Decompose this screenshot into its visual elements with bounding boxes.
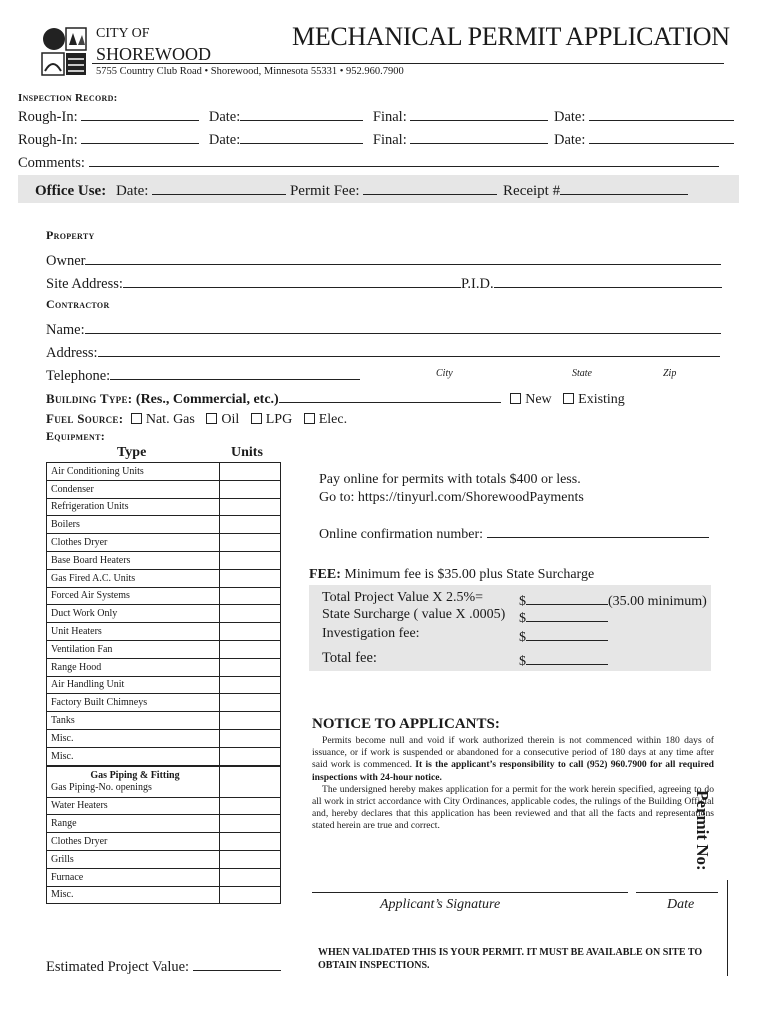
signature-date-label: Date xyxy=(667,897,695,912)
receipt-field[interactable] xyxy=(560,180,688,195)
comments-field[interactable] xyxy=(89,152,719,167)
permit-no-line[interactable] xyxy=(727,880,728,976)
type-column-header: Type xyxy=(117,445,147,460)
units-input[interactable] xyxy=(220,658,281,676)
lpg-label: LPG xyxy=(265,412,293,427)
table-row xyxy=(47,463,281,481)
equipment-type-cell: Gas Fired A.C. Units xyxy=(47,569,220,587)
fuel-option-elec[interactable] xyxy=(304,412,347,427)
investigation-label: Investigation fee: xyxy=(322,626,420,641)
dollar-sign: $ xyxy=(519,611,526,626)
state-label: State xyxy=(572,368,592,379)
fuel-option-oil[interactable] xyxy=(206,412,239,427)
rough-in-label: Rough-In: xyxy=(18,109,78,125)
fee-label: FEE: xyxy=(309,567,341,582)
elec-label: Elec. xyxy=(318,412,348,427)
table-row xyxy=(47,815,281,833)
name-label: Name: xyxy=(46,322,85,338)
natgas-label: Nat. Gas xyxy=(145,412,195,427)
equipment-table xyxy=(46,462,281,904)
equipment-type-cell: Range xyxy=(47,815,220,833)
table-row xyxy=(47,747,281,765)
table-row xyxy=(47,766,281,797)
zip-label: Zip xyxy=(663,368,677,379)
dollar-sign: $ xyxy=(519,594,526,609)
pay-online-text: Pay online for permits with totals $400 or less. xyxy=(319,472,581,487)
gas-piping-heading: Gas Piping & Fitting xyxy=(90,769,180,781)
equipment-type-cell: Factory Built Chimneys xyxy=(47,694,220,712)
units-input[interactable] xyxy=(220,516,281,534)
name-field[interactable] xyxy=(85,319,721,334)
city-address: 5755 Country Club Road • Shorewood, Minnesota 55331 • 952.960.7900 xyxy=(96,66,404,77)
table-row xyxy=(47,498,281,516)
date-label: Date: xyxy=(208,132,241,148)
office-use-row xyxy=(35,180,688,200)
page-title: MECHANICAL PERMIT APPLICATION xyxy=(292,22,730,51)
units-input[interactable] xyxy=(220,640,281,658)
total-value-label: Total Project Value X 2.5%= xyxy=(322,590,484,605)
table-row xyxy=(47,569,281,587)
equipment-type-cell: Duct Work Only xyxy=(47,605,220,623)
estimated-value-row xyxy=(46,956,281,976)
estimated-value-field[interactable] xyxy=(193,956,281,971)
table-row xyxy=(47,694,281,712)
units-input[interactable] xyxy=(220,480,281,498)
investigation-amount xyxy=(519,626,608,646)
date-label: Date: xyxy=(553,132,586,148)
permit-fee-field[interactable] xyxy=(363,180,497,195)
minimum-label: (35.00 minimum) xyxy=(608,594,707,609)
units-input[interactable] xyxy=(220,797,281,815)
rough-in-field[interactable] xyxy=(81,106,199,121)
final-label: Final: xyxy=(372,132,407,148)
dollar-sign: $ xyxy=(519,654,526,669)
applicant-signature-line[interactable] xyxy=(312,892,628,893)
building-type-detail: (Res., Commercial, etc.) xyxy=(135,392,279,407)
final-date-field[interactable] xyxy=(589,106,734,121)
oil-label: Oil xyxy=(221,412,240,427)
table-row xyxy=(47,534,281,552)
equipment-type-cell: Clothes Dryer xyxy=(47,833,220,851)
owner-row xyxy=(46,250,721,270)
rough-in-date-field[interactable] xyxy=(240,129,363,144)
city-of-label: CITY OF xyxy=(96,26,150,41)
units-input[interactable] xyxy=(220,850,281,868)
units-input[interactable] xyxy=(220,747,281,765)
fuel-option-natgas[interactable] xyxy=(131,412,195,427)
total-fee-amount xyxy=(519,650,608,670)
existing-checkbox[interactable] xyxy=(563,393,574,404)
final-field[interactable] xyxy=(410,106,548,121)
signature-date-line[interactable] xyxy=(636,892,718,893)
equipment-type-cell: Misc. xyxy=(47,886,220,904)
notice-paragraph-2: The undersigned hereby makes application for a permit for the work herein specified, agreeing to do all work in strict accordance with City Ordinances, applicable codes, the rulings of the Building Official and, hereby declares that this application has been reviewed and that all the facts and representations stated herein are true and correct. xyxy=(312,783,714,832)
units-input[interactable] xyxy=(220,551,281,569)
rough-in-field[interactable] xyxy=(81,129,199,144)
equipment-type-cell: Furnace xyxy=(47,868,220,886)
pid-field[interactable] xyxy=(494,273,722,288)
total-fee-label: Total fee: xyxy=(322,650,377,666)
final-field[interactable] xyxy=(410,129,548,144)
pay-online-url: Go to: https://tinyurl.com/ShorewoodPayments xyxy=(319,490,584,505)
table-row xyxy=(47,516,281,534)
units-input[interactable] xyxy=(220,623,281,641)
new-label: New xyxy=(525,392,552,407)
telephone-row xyxy=(46,365,360,385)
contractor-heading: Contractor xyxy=(46,297,110,311)
notice-heading: NOTICE TO APPLICANTS: xyxy=(312,716,500,732)
table-row xyxy=(47,729,281,747)
dollar-sign: $ xyxy=(519,630,526,645)
lpg-checkbox[interactable] xyxy=(251,413,262,424)
applicant-signature-label: Applicant’s Signature xyxy=(380,897,501,912)
permit-no-label: Permit No: xyxy=(693,790,712,871)
building-type-row xyxy=(46,388,625,408)
table-row xyxy=(47,640,281,658)
units-input[interactable] xyxy=(220,605,281,623)
inspection-heading: Inspection Record: xyxy=(18,92,118,104)
final-label: Final: xyxy=(372,109,407,125)
notice-call-text: It is the applicant’s responsibility to call (952) 960.7900 for all required inspections with 24-hour notice. xyxy=(312,759,714,783)
total-value-row xyxy=(322,590,483,606)
site-address-field[interactable] xyxy=(123,273,461,288)
comments-label: Comments: xyxy=(18,155,85,171)
natgas-checkbox[interactable] xyxy=(131,413,142,424)
equipment-type-cell: Unit Heaters xyxy=(47,623,220,641)
building-type-label: Building Type: xyxy=(46,391,133,406)
units-input[interactable] xyxy=(220,833,281,851)
city-name: SHOREWOOD xyxy=(96,44,211,64)
oil-checkbox[interactable] xyxy=(206,413,217,424)
units-input[interactable] xyxy=(220,886,281,904)
units-input[interactable] xyxy=(220,534,281,552)
equipment-type-cell: Forced Air Systems xyxy=(47,587,220,605)
equipment-type-cell: Clothes Dryer xyxy=(47,534,220,552)
elec-checkbox[interactable] xyxy=(304,413,315,424)
table-row xyxy=(47,712,281,730)
notice-paragraph-1: Permits become null and void if work authorized therein is not commenced within 180 days of issuance, or if work is suspended or abandoned for a consecutive period of 180 days at any time after said work is commenced. xyxy=(312,735,714,771)
equipment-type-cell: Ventilation Fan xyxy=(47,640,220,658)
telephone-label: Telephone: xyxy=(46,368,111,384)
office-date-field[interactable] xyxy=(152,180,286,195)
units-input[interactable] xyxy=(220,463,281,481)
equipment-type-cell: Tanks xyxy=(47,712,220,730)
equipment-type-cell: Air Conditioning Units xyxy=(47,463,220,481)
office-date-label: Date: xyxy=(115,183,149,199)
address-row xyxy=(46,342,720,362)
units-input[interactable] xyxy=(220,766,281,797)
units-column-header: Units xyxy=(231,445,263,460)
table-row xyxy=(47,797,281,815)
table-row xyxy=(47,850,281,868)
units-input[interactable] xyxy=(220,868,281,886)
rough-in-date-field[interactable] xyxy=(240,106,363,121)
units-input[interactable] xyxy=(220,712,281,730)
units-input[interactable] xyxy=(220,569,281,587)
rough-in-label: Rough-In: xyxy=(18,132,78,148)
units-input[interactable] xyxy=(220,694,281,712)
equipment-type-cell: Refrigeration Units xyxy=(47,498,220,516)
site-address-row xyxy=(46,273,722,293)
total-value-field[interactable] xyxy=(526,590,608,605)
final-date-field[interactable] xyxy=(589,129,734,144)
property-heading: Property xyxy=(46,228,95,242)
equipment-type-cell: Misc. xyxy=(47,729,220,747)
units-input[interactable] xyxy=(220,587,281,605)
address-field[interactable] xyxy=(98,342,720,357)
surcharge-label: State Surcharge ( value X .0005) xyxy=(322,607,506,622)
investigation-field[interactable] xyxy=(526,626,608,641)
fee-row xyxy=(309,567,594,583)
table-row xyxy=(47,551,281,569)
comments-row xyxy=(18,152,719,172)
table-row xyxy=(47,833,281,851)
table-row xyxy=(47,886,281,904)
equipment-type-cell: Misc. xyxy=(47,747,220,765)
equipment-type-cell: Condenser xyxy=(47,480,220,498)
inspection-row-1 xyxy=(18,106,734,126)
equipment-type-cell: Range Hood xyxy=(47,658,220,676)
permit-fee-label: Permit Fee: xyxy=(289,183,360,199)
inspection-row-2 xyxy=(18,129,734,149)
equipment-type-cell: Grills xyxy=(47,850,220,868)
header-divider xyxy=(92,63,724,64)
table-row xyxy=(47,868,281,886)
existing-option[interactable] xyxy=(563,392,625,407)
table-row xyxy=(47,623,281,641)
site-address-label: Site Address: xyxy=(46,276,123,292)
fuel-source-label: Fuel Source: xyxy=(46,411,124,426)
surcharge-field[interactable] xyxy=(526,607,608,622)
fee-text: Minimum fee is $35.00 plus State Surcharge xyxy=(344,567,595,582)
table-row xyxy=(47,658,281,676)
city-label: City xyxy=(436,368,453,379)
new-checkbox[interactable] xyxy=(510,393,521,404)
office-use-label: Office Use: xyxy=(35,183,107,199)
new-option[interactable] xyxy=(510,392,551,407)
units-input[interactable] xyxy=(220,498,281,516)
table-row xyxy=(47,605,281,623)
telephone-field[interactable] xyxy=(110,365,360,380)
fuel-option-lpg[interactable] xyxy=(251,412,292,427)
equipment-type-cell: Air Handling Unit xyxy=(47,676,220,694)
address-label: Address: xyxy=(46,345,98,361)
units-input[interactable] xyxy=(220,676,281,694)
owner-field[interactable] xyxy=(85,250,721,265)
building-type-field[interactable] xyxy=(279,388,501,403)
confirmation-label: Online confirmation number: xyxy=(319,527,484,542)
confirmation-field[interactable] xyxy=(487,523,709,538)
receipt-label: Receipt # xyxy=(503,183,561,199)
equipment-type-cell: Water Heaters xyxy=(47,797,220,815)
equipment-type-cell: Boilers xyxy=(47,516,220,534)
city-logo xyxy=(40,25,88,77)
estimated-value-label: Estimated Project Value: xyxy=(46,959,190,975)
units-input[interactable] xyxy=(220,729,281,747)
date-label: Date: xyxy=(208,109,241,125)
equipment-heading: Equipment: xyxy=(46,429,105,443)
table-row xyxy=(47,676,281,694)
gas-piping-sub: Gas Piping-No. openings xyxy=(51,781,152,793)
owner-label: Owner xyxy=(46,253,86,269)
units-input[interactable] xyxy=(220,815,281,833)
existing-label: Existing xyxy=(578,392,625,407)
equipment-type-cell: Base Board Heaters xyxy=(47,551,220,569)
table-row xyxy=(47,587,281,605)
surcharge-amount xyxy=(519,607,608,627)
notice-body xyxy=(312,735,714,833)
table-row xyxy=(47,480,281,498)
fuel-source-row xyxy=(46,411,347,428)
date-label: Date: xyxy=(553,109,586,125)
validation-notice: WHEN VALIDATED THIS IS YOUR PERMIT. IT MUST BE AVAILABLE ON SITE TO OBTAIN INSPECTIONS. xyxy=(318,947,703,971)
name-row xyxy=(46,319,721,339)
confirmation-row xyxy=(319,523,709,543)
total-fee-field[interactable] xyxy=(526,650,608,665)
pid-label: P.I.D. xyxy=(460,276,494,292)
